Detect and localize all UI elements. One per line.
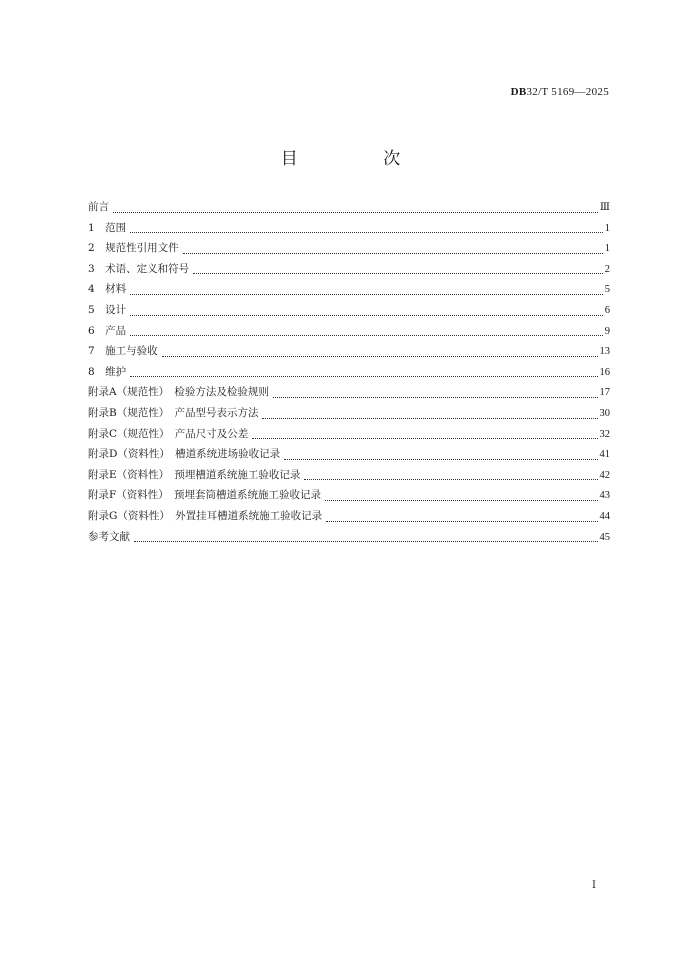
toc-entry-label: 8 维护: [88, 365, 127, 378]
toc-entry[interactable]: [88, 323, 610, 344]
toc-entry-label: 4 材料: [88, 283, 127, 296]
toc-entry[interactable]: [88, 508, 610, 529]
toc-entry-label: 附录F（资料性） 预埋套筒槽道系统施工验收记录: [88, 489, 322, 502]
toc-dot-leader: [130, 293, 603, 295]
toc-entry[interactable]: [88, 199, 610, 220]
document-code: [511, 86, 609, 98]
document-code-number: 32/T 5169—2025: [526, 86, 609, 98]
toc-dot-leader: [252, 437, 597, 439]
toc-entry-page: 30: [599, 407, 610, 419]
toc-entry[interactable]: [88, 426, 610, 447]
toc-entry-page: 2: [604, 263, 610, 275]
toc-dot-leader: [304, 478, 597, 480]
toc-entry[interactable]: [88, 281, 610, 302]
toc-entry-label: 5 设计: [88, 303, 127, 316]
toc-dot-leader: [193, 272, 603, 274]
toc-dot-leader: [326, 520, 597, 522]
toc-dot-leader: [134, 540, 598, 542]
toc-entry-label: 7 施工与验收: [88, 345, 158, 358]
document-code-prefix: DB: [510, 86, 527, 98]
table-of-contents: [88, 199, 610, 549]
toc-entry-label: 3 术语、定义和符号: [88, 262, 190, 275]
toc-entry-label: 参考文献: [88, 530, 130, 543]
toc-entry-page: 16: [599, 366, 610, 378]
toc-dot-leader: [162, 355, 598, 357]
page-title: 目 次: [280, 149, 441, 169]
toc-dot-leader: [113, 211, 598, 213]
toc-dot-leader: [284, 458, 597, 460]
toc-entry-label: 附录E（资料性） 预埋槽道系统施工验收记录: [88, 468, 301, 481]
toc-entry[interactable]: [88, 446, 610, 467]
toc-dot-leader: [262, 417, 597, 419]
toc-entry[interactable]: [88, 220, 610, 241]
toc-entry[interactable]: [88, 405, 610, 426]
toc-entry-page: 45: [599, 531, 610, 543]
toc-dot-leader: [130, 375, 597, 377]
toc-entry-page: 1: [604, 222, 610, 234]
toc-entry-page: 1: [604, 243, 610, 255]
toc-entry-page: 6: [604, 304, 610, 316]
toc-entry-label: 6 产品: [88, 324, 127, 337]
toc-entry[interactable]: [88, 529, 610, 550]
toc-entry-label: 附录B（规范性） 产品型号表示方法: [88, 406, 259, 419]
toc-entry-page: Ⅲ: [599, 202, 610, 213]
toc-dot-leader: [130, 334, 603, 336]
toc-entry[interactable]: [88, 364, 610, 385]
toc-entry-label: 2 规范性引用文件: [88, 242, 179, 255]
toc-entry-page: 42: [599, 469, 610, 481]
toc-entry-label: 前言: [88, 201, 109, 213]
toc-entry-page: 32: [599, 428, 610, 440]
toc-entry[interactable]: [88, 240, 610, 261]
toc-entry[interactable]: [88, 384, 610, 405]
toc-entry[interactable]: [88, 302, 610, 323]
toc-entry-label: 附录A（规范性） 检验方法及检验规则: [88, 386, 269, 399]
toc-entry[interactable]: [88, 343, 610, 364]
page-number: Ⅰ: [592, 880, 596, 891]
toc-dot-leader: [130, 231, 603, 233]
toc-entry-page: 44: [599, 510, 610, 522]
toc-entry[interactable]: [88, 467, 610, 488]
toc-entry-label: 附录G（资料性） 外置挂耳槽道系统施工验收记录: [88, 509, 323, 522]
toc-entry-page: 5: [604, 284, 610, 296]
toc-entry-page: 13: [599, 346, 610, 358]
toc-entry-page: 17: [599, 387, 610, 399]
toc-entry-label: 附录C（规范性） 产品尺寸及公差: [88, 427, 249, 440]
toc-entry[interactable]: [88, 487, 610, 508]
toc-dot-leader: [183, 252, 603, 254]
toc-entry-label: 1 范围: [88, 221, 127, 234]
toc-entry[interactable]: [88, 261, 610, 282]
toc-dot-leader: [273, 396, 598, 398]
toc-dot-leader: [130, 314, 603, 316]
toc-entry-page: 41: [599, 449, 610, 461]
toc-dot-leader: [325, 499, 597, 501]
toc-entry-page: 43: [599, 490, 610, 502]
toc-entry-page: 9: [604, 325, 610, 337]
toc-entry-label: 附录D（资料性） 槽道系统进场验收记录: [88, 448, 281, 461]
